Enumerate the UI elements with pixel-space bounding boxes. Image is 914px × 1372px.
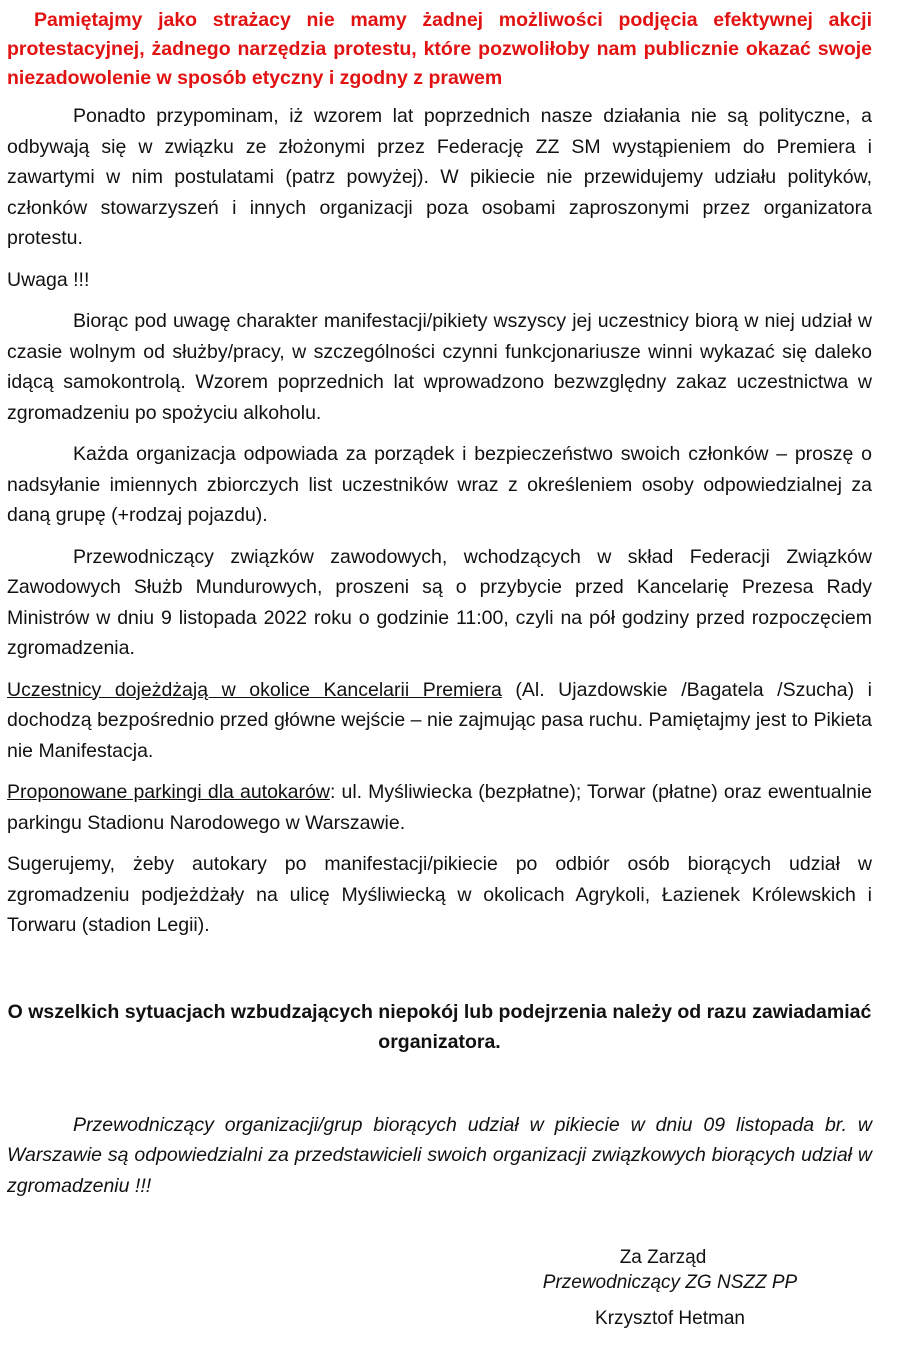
alert-paragraph: Pamiętajmy jako strażacy nie mamy żadnej możliwości podjęcia efektywnej akcji protestacyjnej, żadnego narzędzia protestu, które pozwoliłoby nam publicznie okazać swoje niezadowolenie w sposób etyczny i zgodny z prawem (7, 9, 872, 89)
signature-name: Krzysztof Hetman (595, 1308, 745, 1329)
warning-heading: Uwaga !!! (7, 268, 90, 291)
paragraph-political: Ponadto przypominam, iż wzorem lat poprzednich nasze działania nie są polityczne, a odbywają się w związku ze złożonymi przez Federację ZZ SM wystąpieniem do Premiera i zawartymi w nim postulatami (patrz powyżej). W pikiecie nie przewidujemy udziału polityków, członków stowarzyszeń i innych organizacji poza osobami zaproszonymi przez organizatora protestu. (7, 105, 872, 249)
arrival-underlined-text: Uczestnicy dojeżdżają w okolice Kancelarii Premiera (7, 678, 502, 701)
arrival-text: (Al. Ujazdowskie /Bagatela /Szucha) i dochodzą bezpośrednio przed główne wejście – nie zajmując pasa ruchu. Pamiętajmy jest to Pikieta nie Manifestacja. (7, 678, 872, 762)
paragraph-organization: Każda organizacja odpowiada za porządek i bezpieczeństwo swoich członków – proszę o nadsyłanie imiennych zbiorczych list uczestników wraz z określeniem osoby odpowiedzialnej za daną grupę (+rodzaj pojazdu). (7, 443, 872, 526)
parking-text: : ul. Myśliwiecka (bezpłatne); Torwar (płatne) oraz ewentualnie parkingu Stadionu Narodowego w Warszawie. (7, 781, 872, 834)
notice-paragraph: O wszelkich sytuacjach wzbudzających niepokój lub podejrzenia należy od razu zawiadamiać organizatora. (7, 1000, 872, 1053)
signature-line-2: Przewodniczący ZG NSZZ PP (542, 1272, 798, 1293)
paragraph-conduct: Biorąc pod uwagę charakter manifestacji/pikiety wszyscy jej uczestnicy biorą w niej udział w czasie wolnym od służby/pracy, w szczególności czynni funkcjonariusze winni wykazać się daleko idącą samokontrolą. Wzorem poprzednich lat wprowadzono bezwzględny zakaz uczestnictwa w zgromadzeniu po spożyciu alkoholu. (7, 310, 872, 424)
paragraph-arrival (7, 675, 872, 767)
paragraph-chairmen: Przewodniczący związków zawodowych, wchodzących w skład Federacji Związków Zawodowych Służb Mundurowych, proszeni są o przybycie przed Kancelarię Prezesa Rady Ministrów w dniu 9 listopada 2022 roku o godzinie 11:00, czyli na pół godziny przed rozpoczęciem zgromadzenia. (7, 545, 872, 659)
paragraph-parking (7, 777, 872, 838)
parking-underlined-text: Proponowane parkingi dla autokarów (7, 781, 330, 803)
paragraph-buses: Sugerujemy, żeby autokary po manifestacji/pikiecie po odbiór osób biorących udział w zgromadzeniu podjeżdżały na ulicę Myśliwiecką w okolicach Agrykoli, Łazienek Królewskich i Torwaru (stadion Legii). (7, 853, 872, 936)
signature-line-1: Za Zarząd (619, 1247, 707, 1268)
italic-note: Przewodniczący organizacji/grup biorących udział w pikiecie w dniu 09 listopada br. w Warszawie są odpowiedzialni za przedstawicieli swoich organizacji związkowych biorących udział w zgromadzeniu !!! (7, 1113, 872, 1197)
